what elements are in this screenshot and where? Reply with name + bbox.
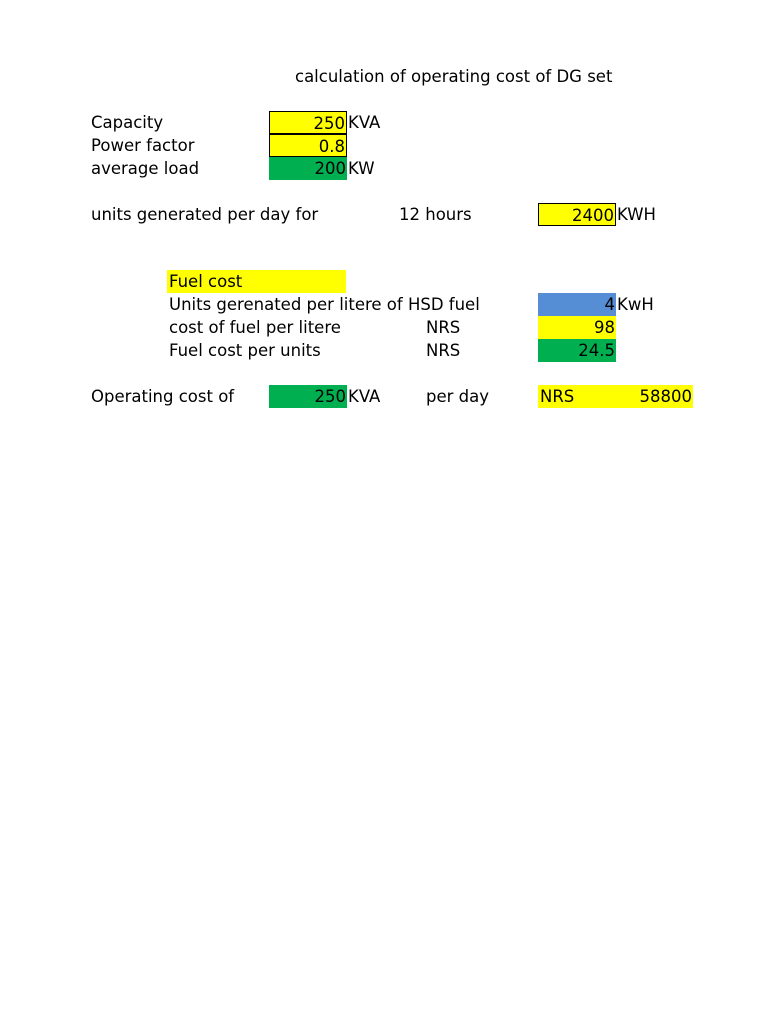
units-generated-hours: 12 hours bbox=[399, 205, 472, 224]
average-load-cell[interactable]: 200 bbox=[269, 157, 347, 180]
page-title: calculation of operating cost of DG set bbox=[295, 67, 613, 86]
operating-cost-label: Operating cost of bbox=[91, 387, 235, 406]
units-generated-unit: KWH bbox=[617, 205, 656, 224]
cost-per-litre-label: cost of fuel per litere bbox=[169, 318, 341, 337]
power-factor-cell[interactable]: 0.8 bbox=[269, 134, 347, 157]
units-per-litre-unit: KwH bbox=[617, 295, 654, 314]
cost-per-litre-currency: NRS bbox=[426, 318, 461, 337]
fuel-cost-header: Fuel cost bbox=[167, 270, 346, 293]
power-factor-label: Power factor bbox=[91, 136, 195, 155]
capacity-unit: KVA bbox=[348, 113, 381, 132]
cost-per-unit-currency: NRS bbox=[426, 341, 461, 360]
capacity-label: Capacity bbox=[91, 113, 164, 132]
cost-per-unit-label: Fuel cost per units bbox=[169, 341, 321, 360]
average-load-label: average load bbox=[91, 159, 200, 178]
operating-cost-total-cell[interactable]: 58800 bbox=[616, 385, 693, 408]
operating-capacity-unit: KVA bbox=[348, 387, 381, 406]
units-generated-label: units generated per day for bbox=[91, 205, 319, 224]
units-per-litre-label: Units gerenated per litere of HSD fuel bbox=[169, 295, 480, 314]
cost-per-litre-cell[interactable]: 98 bbox=[538, 316, 616, 339]
operating-period: per day bbox=[426, 387, 490, 406]
capacity-cell[interactable]: 250 bbox=[269, 111, 347, 134]
units-generated-cell[interactable]: 2400 bbox=[538, 203, 616, 226]
operating-currency-cell: NRS bbox=[538, 385, 616, 408]
units-per-litre-cell[interactable]: 4 bbox=[538, 293, 616, 316]
operating-capacity-cell[interactable]: 250 bbox=[269, 385, 347, 408]
average-load-unit: KW bbox=[348, 159, 375, 178]
cost-per-unit-cell[interactable]: 24.5 bbox=[538, 339, 616, 362]
